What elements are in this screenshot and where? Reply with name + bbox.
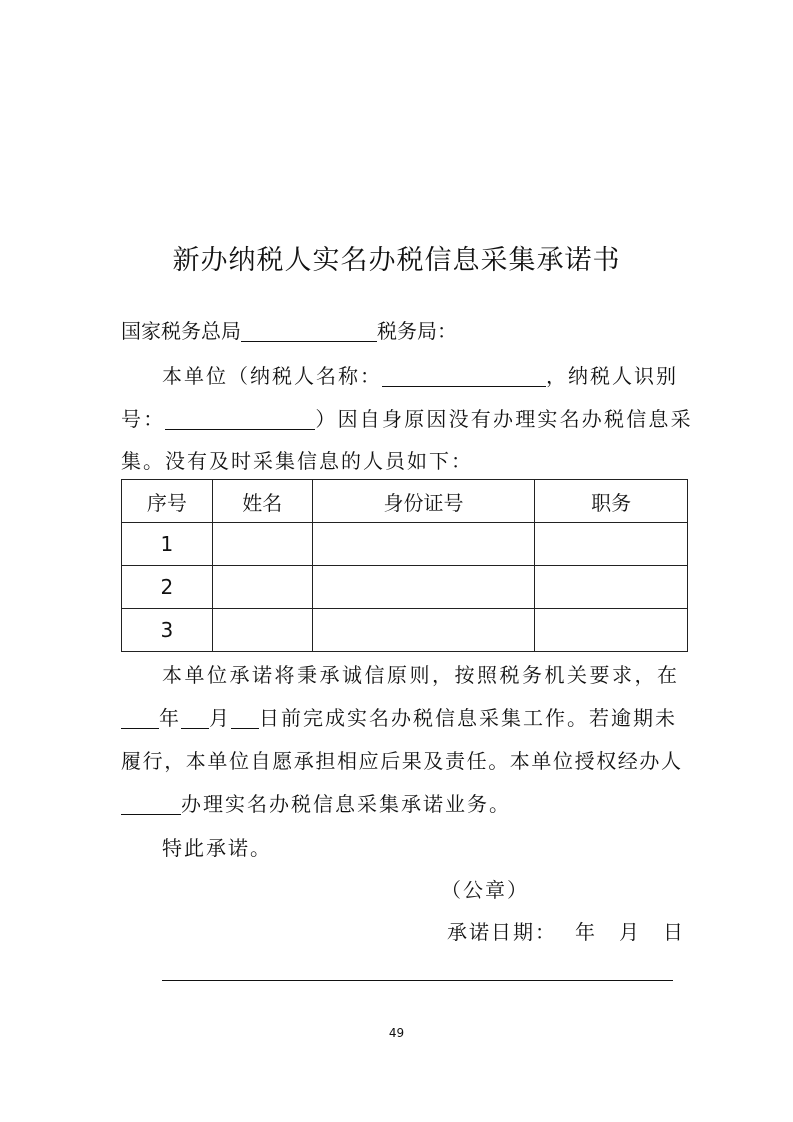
- table-row: [122, 566, 688, 609]
- deadline-year-blank[interactable]: [121, 708, 159, 729]
- row-number: 2: [122, 566, 213, 609]
- agent-name-blank[interactable]: [121, 794, 181, 815]
- intro-line-3: 集。没有及时采集信息的人员如下：: [121, 449, 473, 473]
- taxpayer-name-blank[interactable]: [382, 366, 546, 387]
- pledge-line-3: 履行，本单位自愿承担相应后果及责任。本单位授权经办人: [121, 749, 683, 773]
- salutation: [121, 317, 457, 345]
- intro-line-1: [162, 362, 678, 390]
- name-cell[interactable]: [212, 609, 312, 652]
- date-year: 年: [575, 920, 597, 944]
- deadline-day-blank[interactable]: [231, 708, 259, 729]
- table-header-row: [122, 480, 688, 523]
- page-number: 49: [388, 1026, 405, 1040]
- date-month: 月: [619, 920, 641, 944]
- closing-text: 特此承诺。: [162, 836, 272, 860]
- pledge-text-2: 日前完成实名办税信息采集工作。若逾期未: [259, 706, 677, 730]
- row-number: 3: [122, 609, 213, 652]
- id-cell[interactable]: [312, 566, 535, 609]
- intro-line-2: [121, 405, 693, 433]
- intro-text-1: 本单位（纳税人名称：: [162, 364, 382, 388]
- intro-text-4: ）因自身原因没有办理实名办税信息采: [315, 407, 693, 431]
- header-name: 姓名: [212, 480, 312, 523]
- position-cell[interactable]: [535, 566, 688, 609]
- pledge-line-1: 本单位承诺将秉承诚信原则，按照税务机关要求，在: [162, 663, 680, 687]
- header-position: 职务: [535, 480, 688, 523]
- name-cell[interactable]: [212, 523, 312, 566]
- year-label: 年: [159, 706, 181, 730]
- id-cell[interactable]: [312, 523, 535, 566]
- table-row: [122, 609, 688, 652]
- pledge-date: [447, 918, 685, 946]
- deadline-month-blank[interactable]: [181, 708, 209, 729]
- row-number: 1: [122, 523, 213, 566]
- table-row: [122, 523, 688, 566]
- id-cell[interactable]: [312, 609, 535, 652]
- staff-table: [121, 479, 688, 652]
- salutation-prefix: 国家税务总局: [121, 319, 241, 343]
- taxpayer-id-blank[interactable]: [165, 409, 315, 430]
- header-no: 序号: [122, 480, 213, 523]
- pledge-line-2: [121, 704, 677, 732]
- intro-text-3: 号：: [121, 407, 166, 431]
- tax-bureau-blank[interactable]: [241, 321, 377, 342]
- intro-text-2: ，纳税人识别: [546, 364, 678, 388]
- date-day: 日: [663, 920, 685, 944]
- position-cell[interactable]: [535, 523, 688, 566]
- date-label: 承诺日期：: [447, 920, 557, 944]
- pledge-line-4: [121, 790, 511, 818]
- position-cell[interactable]: [535, 609, 688, 652]
- document-title: 新办纳税人实名办税信息采集承诺书: [172, 245, 621, 276]
- pledge-text-4: 办理实名办税信息采集承诺业务。: [181, 792, 511, 816]
- header-id-number: 身份证号: [312, 480, 535, 523]
- month-label: 月: [209, 706, 231, 730]
- bottom-rule: [162, 980, 673, 981]
- salutation-suffix: 税务局：: [377, 319, 457, 343]
- seal-label: （公章）: [441, 878, 529, 902]
- name-cell[interactable]: [212, 566, 312, 609]
